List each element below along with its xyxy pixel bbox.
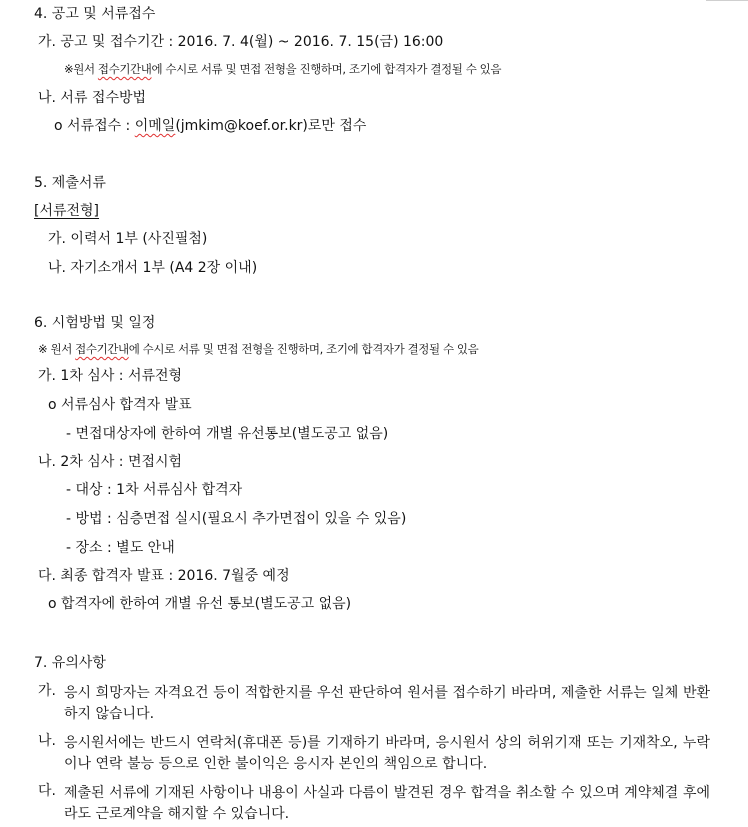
section-6-heading: 6. 시험방법 및 일정 <box>34 315 156 331</box>
note-prefix: ※ 원서 <box>38 342 76 356</box>
section-7-na-text: 응시원서에는 반드시 연락처(휴대폰 등)를 기재하기 바라며, 응시원서 상의 허위기재 또는 기재착오, 누락이나 연락 불능 등으로 인한 불이익은 응시자 본인의 책임으로 합니다. <box>64 735 710 772</box>
section-6-ga-dash: - 면접대상자에 한하여 개별 유선통보(별도공고 없음) <box>66 426 389 442</box>
section-6-na-dash-method: - 방법 : 심층면접 실시(필요시 추가면접이 있을 수 있음) <box>66 511 407 527</box>
email-prefix: o 서류접수 : <box>54 118 135 134</box>
email-underlined-term: 이메일 <box>134 118 176 134</box>
section-4-heading: 4. 공고 및 서류접수 <box>34 6 156 22</box>
section-6-item-da: 다. 최종 합격자 발표 : 2016. 7월중 예정 <box>38 568 290 584</box>
section-7-da-text: 제출된 서류에 기재된 사항이나 내용이 사실과 다름이 발견된 경우 합격을 취소할 수 있으며 계약체결 후에라도 근로계약을 해지할 수 있습니다. <box>64 785 710 822</box>
section-6-item-na: 나. 2차 심사 : 면접시험 <box>38 454 183 470</box>
section-5-heading: 5. 제출서류 <box>34 175 106 191</box>
section-6-ga-bullet: o 서류심사 합격자 발표 <box>48 397 192 413</box>
note-underlined-term: 접수기간내 <box>75 342 129 356</box>
note-prefix: ※원서 <box>64 62 98 76</box>
section-6-na-dash-place: - 장소 : 별도 안내 <box>66 540 175 556</box>
section-4-note <box>64 63 501 77</box>
email-suffix: (jmkim@koef.or.kr)로만 접수 <box>175 118 367 134</box>
section-6-na-dash-target: - 대상 : 1차 서류심사 합격자 <box>66 482 243 498</box>
section-4-item-ga: 가. 공고 및 접수기간 : 2016. 7. 4(월) ~ 2016. 7. 15(금) 16:00 <box>38 34 444 50</box>
section-5-item-ga: 가. 이력서 1부 (사진필첨) <box>48 231 208 247</box>
note-underlined-term: 접수기간내 <box>97 62 152 76</box>
section-7-ga-label: 가. <box>38 683 56 699</box>
section-5-bracket-label: [서류전형] <box>34 203 100 219</box>
note-suffix: 에 수시로 서류 및 면접 전형을 진행하며, 조기에 합격자가 결정될 수 있음 <box>128 342 479 356</box>
note-suffix: 에 수시로 서류 및 면접 전형을 진행하며, 조기에 합격자가 결정될 수 있음 <box>151 62 502 76</box>
page-edge-line <box>706 0 748 1</box>
section-5-item-na: 나. 자기소개서 1부 (A4 2장 이내) <box>48 260 258 276</box>
section-6-note <box>38 343 478 357</box>
section-6-da-bullet: o 합격자에 한하여 개별 유선 통보(별도공고 없음) <box>48 596 352 612</box>
section-4-email-line <box>54 118 366 135</box>
section-6-item-ga: 가. 1차 심사 : 서류전형 <box>38 368 183 384</box>
section-7-heading: 7. 유의사항 <box>34 655 106 671</box>
section-7-da-label: 다. <box>38 783 56 799</box>
section-4-item-na: 나. 서류 접수방법 <box>38 90 147 106</box>
section-7-na-label: 나. <box>38 733 56 749</box>
section-7-ga-text: 응시 희망자는 자격요건 등이 적합한지를 우선 판단하여 원서를 접수하기 바라며, 제출한 서류는 일체 반환하지 않습니다. <box>64 685 710 722</box>
